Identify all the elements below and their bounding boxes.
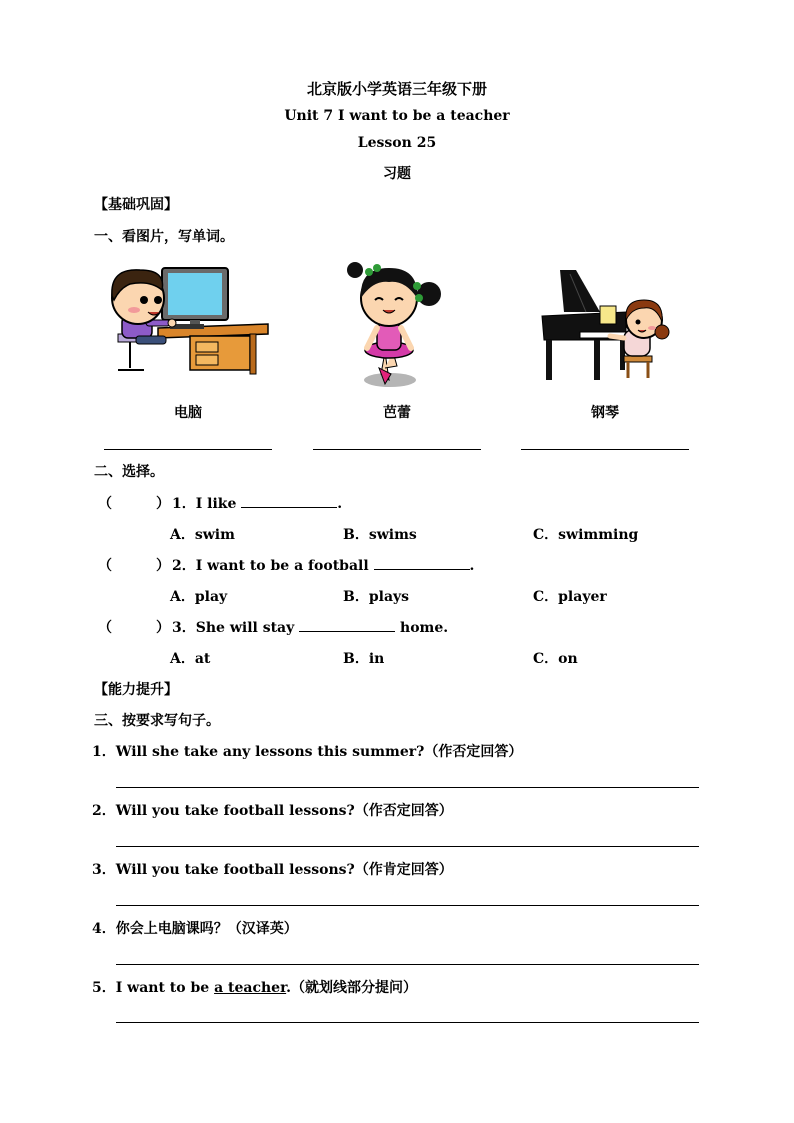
exercise-type: 习题 bbox=[383, 166, 411, 182]
question-1 bbox=[172, 493, 342, 513]
sentence-question-1: 1．Will she take any lessons this summer?（作否定回答） bbox=[92, 744, 523, 760]
underlined-phrase: a teacher bbox=[214, 980, 287, 996]
answer-blank[interactable] bbox=[374, 555, 470, 570]
ballet-girl-icon bbox=[345, 256, 450, 392]
word-label-computer: 电脑 bbox=[174, 405, 202, 421]
unit-title: Unit 7 I want to be a teacher bbox=[284, 108, 510, 124]
question-text: She will stay bbox=[195, 620, 295, 636]
sentence-question-2: 2．Will you take football lessons?（作否定回答） bbox=[92, 803, 453, 819]
child-at-computer-icon bbox=[100, 262, 270, 382]
option-c[interactable]: C．player bbox=[533, 589, 607, 605]
answer-line-2[interactable] bbox=[313, 449, 481, 450]
answer-paren-open: （ bbox=[98, 558, 112, 574]
answer-blank[interactable] bbox=[241, 493, 337, 508]
question-2 bbox=[172, 555, 474, 575]
option-a[interactable]: A．at bbox=[170, 651, 211, 667]
question-text: I like bbox=[195, 496, 237, 512]
question-3 bbox=[172, 617, 448, 637]
option-b[interactable]: B．swims bbox=[343, 527, 417, 543]
book-title: 北京版小学英语三年级下册 bbox=[306, 80, 487, 98]
question-text-end: home. bbox=[400, 620, 449, 636]
part3-title: 三、按要求写句子。 bbox=[94, 713, 220, 729]
question-text-end: . bbox=[337, 496, 343, 512]
option-c[interactable]: C．swimming bbox=[533, 527, 639, 543]
answer-line-q1[interactable] bbox=[116, 787, 699, 788]
answer-line-q2[interactable] bbox=[116, 846, 699, 847]
question-text-end: . bbox=[469, 558, 475, 574]
answer-blank[interactable] bbox=[299, 617, 395, 632]
answer-paren-open: （ bbox=[98, 496, 112, 512]
answer-paren-close: ） bbox=[156, 558, 170, 574]
answer-line-q5[interactable] bbox=[116, 1022, 699, 1023]
question-text-end: .（就划线部分提问） bbox=[286, 980, 418, 996]
sentence-question-3: 3．Will you take football lessons?（作肯定回答） bbox=[92, 862, 453, 878]
question-text: 5．I want to be bbox=[92, 980, 215, 996]
word-label-piano: 钢琴 bbox=[591, 405, 619, 421]
question-number: 1． bbox=[172, 496, 196, 512]
section-basic-heading: 【基础巩固】 bbox=[94, 197, 178, 213]
part1-title: 一、看图片，写单词。 bbox=[94, 229, 234, 245]
answer-line-1[interactable] bbox=[104, 449, 272, 450]
question-text: I want to be a football bbox=[195, 558, 369, 574]
answer-line-q4[interactable] bbox=[116, 964, 699, 965]
answer-line-3[interactable] bbox=[521, 449, 689, 450]
sentence-question-4: 4．你会上电脑课吗？（汉译英） bbox=[92, 921, 298, 937]
option-a[interactable]: A．swim bbox=[170, 527, 235, 543]
answer-paren-close: ） bbox=[156, 620, 170, 636]
answer-line-q3[interactable] bbox=[116, 905, 699, 906]
sentence-question-5 bbox=[92, 977, 417, 997]
question-number: 2． bbox=[172, 558, 196, 574]
answer-paren-close: ） bbox=[156, 496, 170, 512]
section-improve-heading: 【能力提升】 bbox=[94, 682, 178, 698]
girl-playing-piano-icon bbox=[540, 266, 672, 384]
lesson-title: Lesson 25 bbox=[357, 135, 437, 151]
option-a[interactable]: A．play bbox=[170, 589, 228, 605]
word-label-ballet: 芭蕾 bbox=[383, 405, 411, 421]
part2-title: 二、选择。 bbox=[94, 464, 164, 480]
question-number: 3． bbox=[172, 620, 196, 636]
option-b[interactable]: B．in bbox=[343, 651, 385, 667]
option-b[interactable]: B．plays bbox=[343, 589, 410, 605]
answer-paren-open: （ bbox=[98, 620, 112, 636]
option-c[interactable]: C．on bbox=[533, 651, 578, 667]
